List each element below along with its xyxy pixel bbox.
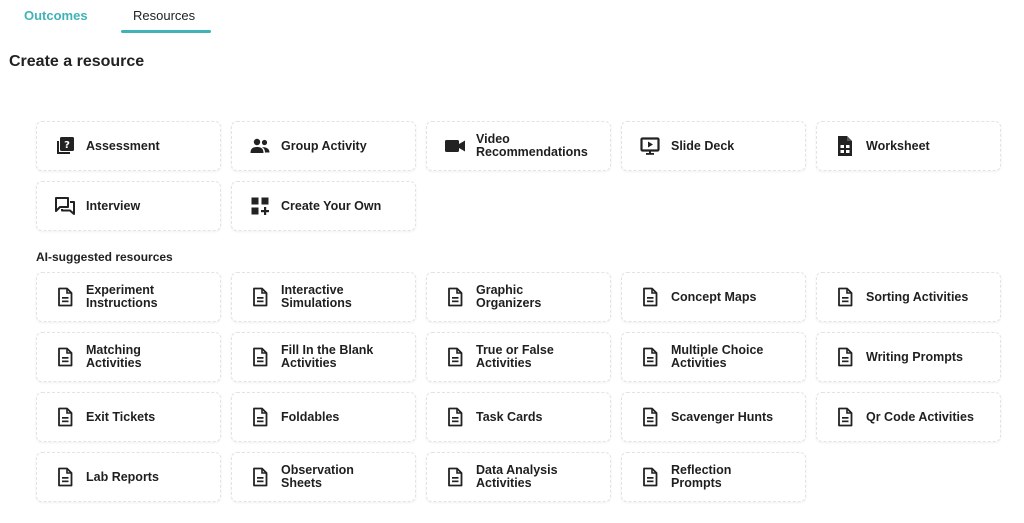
document-icon [249, 466, 271, 488]
document-icon [54, 406, 76, 428]
quiz-icon [54, 135, 76, 157]
page-title: Create a resource [9, 53, 145, 70]
assessment-label: Assessment [86, 138, 160, 153]
ai-resource-card[interactable] [426, 452, 611, 502]
chat-bubbles-icon [54, 195, 76, 217]
document-icon [444, 406, 466, 428]
ai-resource-label: Lab Reports [86, 469, 159, 484]
ai-resource-card[interactable] [621, 332, 806, 382]
video-recommendations-label: Video Recommendations [476, 132, 588, 159]
ai-resource-card[interactable] [621, 392, 806, 442]
document-icon [54, 346, 76, 368]
document-icon [639, 286, 661, 308]
ai-resource-card[interactable] [36, 392, 221, 442]
ai-resource-card[interactable] [621, 272, 806, 322]
tab-bar [0, 0, 300, 34]
ai-resource-label: Experiment Instructions [86, 283, 158, 310]
assessment-card[interactable] [36, 121, 221, 171]
tab-resources[interactable]: Resources [133, 8, 196, 23]
ai-resource-label: Matching Activities [86, 343, 142, 370]
document-icon [834, 286, 856, 308]
ai-resource-label: Scavenger Hunts [671, 409, 774, 424]
ai-resource-label: Observation Sheets [281, 463, 354, 490]
ai-resource-card[interactable] [231, 452, 416, 502]
ai-resource-card[interactable] [231, 392, 416, 442]
document-icon [834, 406, 856, 428]
create-your-own-card[interactable] [231, 181, 416, 231]
ai-resource-label: Concept Maps [671, 289, 757, 304]
document-icon [444, 346, 466, 368]
ai-resource-label: Task Cards [476, 409, 543, 424]
slide-deck-label: Slide Deck [671, 138, 735, 153]
ai-resource-card[interactable] [816, 272, 1001, 322]
ai-resource-label: Fill In the Blank Activities [281, 343, 374, 370]
ai-resource-label: Writing Prompts [866, 349, 963, 364]
worksheet-label: Worksheet [866, 138, 930, 153]
ai-resource-card[interactable] [36, 332, 221, 382]
document-icon [54, 286, 76, 308]
document-icon [639, 406, 661, 428]
svg-text:?: ? [64, 140, 70, 151]
ai-resource-label: Reflection Prompts [671, 463, 732, 490]
active-tab-indicator [121, 30, 211, 33]
ai-resource-card[interactable] [426, 392, 611, 442]
slide-deck-card[interactable] [621, 121, 806, 171]
ai-resource-label: Sorting Activities [866, 289, 969, 304]
people-icon [249, 135, 271, 157]
document-icon [639, 346, 661, 368]
document-icon [444, 466, 466, 488]
document-icon [249, 286, 271, 308]
document-icon [834, 346, 856, 368]
ai-resource-card[interactable] [231, 272, 416, 322]
add-grid-icon [249, 195, 271, 217]
document-icon [54, 466, 76, 488]
ai-resource-label: Foldables [281, 409, 340, 424]
ai-resource-label: Exit Tickets [86, 409, 156, 424]
video-recommendations-card[interactable] [426, 121, 611, 171]
ai-resource-label: Data Analysis Activities [476, 463, 558, 490]
ai-resource-label: Multiple Choice Activities [671, 343, 764, 370]
document-icon [249, 406, 271, 428]
ai-suggested-heading: AI-suggested resources [36, 250, 173, 264]
worksheet-card[interactable] [816, 121, 1001, 171]
spreadsheet-icon [834, 135, 856, 157]
ai-resource-card[interactable] [426, 272, 611, 322]
document-icon [249, 346, 271, 368]
ai-resource-card[interactable] [621, 452, 806, 502]
ai-resource-label: Graphic Organizers [476, 283, 542, 310]
ai-resource-label: True or False Activities [476, 343, 554, 370]
interview-card[interactable] [36, 181, 221, 231]
video-camera-icon [444, 135, 466, 157]
ai-resource-label: Interactive Simulations [281, 283, 352, 310]
group-activity-label: Group Activity [281, 138, 367, 153]
ai-resource-card[interactable] [231, 332, 416, 382]
ai-resource-card[interactable] [36, 452, 221, 502]
ai-resource-card[interactable] [816, 332, 1001, 382]
interview-label: Interview [86, 198, 141, 213]
tab-outcomes[interactable]: Outcomes [24, 8, 88, 23]
ai-resource-card[interactable] [816, 392, 1001, 442]
ai-resource-card[interactable] [426, 332, 611, 382]
group-activity-card[interactable] [231, 121, 416, 171]
document-icon [639, 466, 661, 488]
slideshow-icon [639, 135, 661, 157]
ai-resource-card[interactable] [36, 272, 221, 322]
ai-resource-label: Qr Code Activities [866, 409, 974, 424]
create-your-own-label: Create Your Own [281, 198, 382, 213]
document-icon [444, 286, 466, 308]
